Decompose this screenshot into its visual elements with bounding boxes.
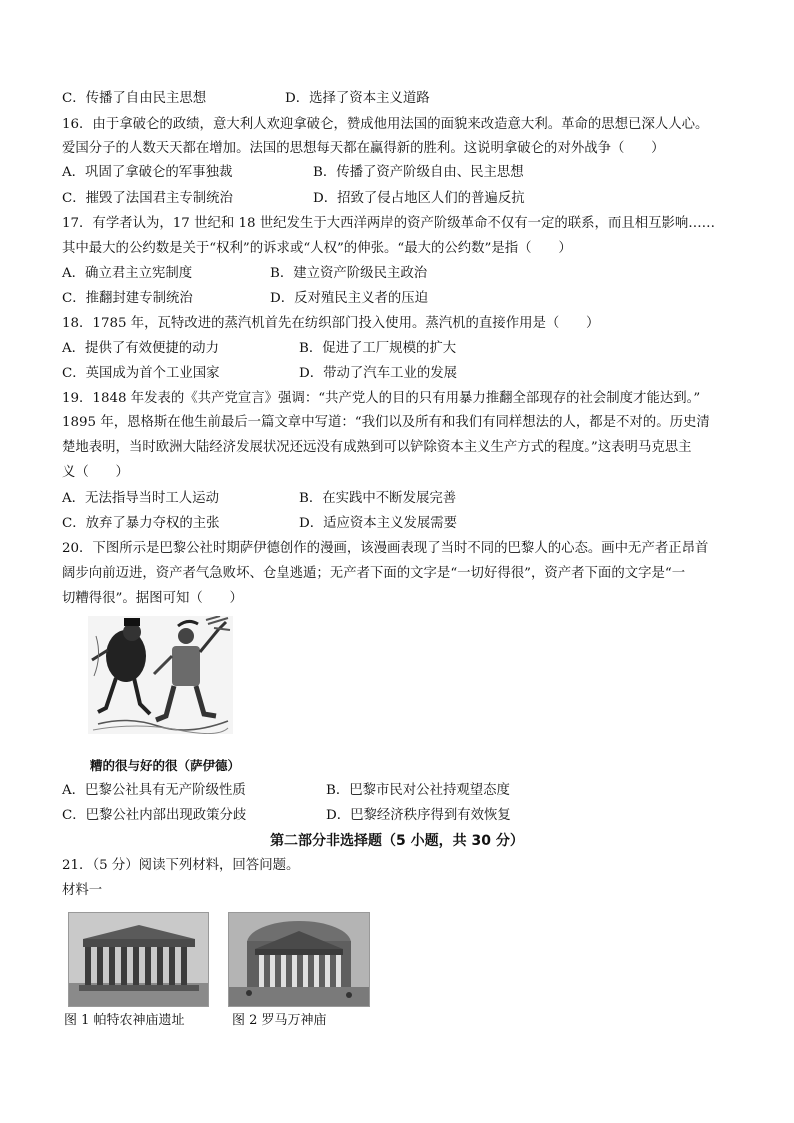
q18-option-d: D．带动了汽车工业的发展 <box>299 366 458 381</box>
q19-option-c: C．放弃了暴力夺权的主张 <box>62 516 220 531</box>
q15-option-c: C．传播了自由民主思想 <box>62 91 207 106</box>
q20-option-c: C．巴黎公社内部出现政策分歧 <box>62 808 247 823</box>
q16-option-a: A．巩固了拿破仑的军事独裁 <box>62 165 233 180</box>
q17-option-a: A．确立君主立宪制度 <box>62 266 193 281</box>
q19-option-a: A．无法指导当时工人运动 <box>62 491 219 506</box>
q16-option-b: B．传播了资产阶级自由、民主思想 <box>313 165 524 180</box>
q16-option-d: D．招致了侵占地区人们的普遍反抗 <box>313 191 525 206</box>
q19-option-b: B．在实践中不断发展完善 <box>299 491 457 506</box>
q20-option-d: D．巴黎经济秩序得到有效恢复 <box>326 808 511 823</box>
commune-cartoon-image <box>88 616 233 734</box>
q19-option-d: D．适应资本主义发展需要 <box>299 516 458 531</box>
q17-option-d: D．反对殖民主义者的压迫 <box>270 291 429 306</box>
q17-stem-line1: 17．有学者认为，17 世纪和 18 世纪发生于大西洋两岸的资产阶级革命不仅有一定的联系，而且相互影响…… <box>62 216 716 231</box>
q17-option-c: C．推翻封建专制统治 <box>62 291 193 306</box>
parthenon-photo <box>68 912 209 1007</box>
q20-stem-line2: 阔步向前迈进，资产者气急败坏、仓皇逃遁；无产者下面的文字是“一切好得很”，资产者下面的文字是“一 <box>62 566 686 581</box>
q19-stem-line1: 19．1848 年发表的《共产党宣言》强调：“共产党人的目的只有用暴力推翻全部现存的社会制度才能达到。” <box>62 391 701 406</box>
q21-material-label: 材料一 <box>62 883 103 898</box>
q20-option-b: B．巴黎市民对公社持观望态度 <box>326 783 510 798</box>
cartoon-caption: 糟的很与好的很（萨伊德） <box>90 758 241 773</box>
q21-stem-line1: 21．（5 分）阅读下列材料，回答问题。 <box>62 858 300 873</box>
q17-option-b: B．建立资产阶级民主政治 <box>270 266 428 281</box>
q18-option-b: B．促进了工厂规模的扩大 <box>299 341 457 356</box>
part2-heading: 第二部分非选择题（5 小题，共 30 分） <box>270 833 524 849</box>
q19-stem-line3: 楚地表明，当时欧洲大陆经济发展状况还远没有成熟到可以铲除资本主义生产方式的程度。”这表明马克思主 <box>62 440 692 455</box>
q18-stem-line1: 18．1785 年，瓦特改进的蒸汽机首先在纺织部门投入使用。蒸汽机的直接作用是（ ） <box>62 316 600 331</box>
q19-stem-line2: 1895 年，恩格斯在他生前最后一篇文章中写道：“我们以及所有和我们有同样想法的人，都是不对的。历史清 <box>62 415 710 430</box>
q18-option-a: A．提供了有效便捷的动力 <box>62 341 219 356</box>
q18-option-c: C．英国成为首个工业国家 <box>62 366 220 381</box>
q15-option-d: D．选择了资本主义道路 <box>285 91 430 106</box>
q16-stem-line2: 爱国分子的人数天天都在增加。法国的思想每天都在赢得新的胜利。这说明拿破仑的对外战争（ ） <box>62 141 665 156</box>
q20-stem-line3: 切糟得很”。据图可知（ ） <box>62 591 243 606</box>
pantheon-photo <box>228 912 370 1007</box>
q16-option-c: C．摧毁了法国君主专制统治 <box>62 191 233 206</box>
q16-stem-line1: 16．由于拿破仑的政绩，意大利人欢迎拿破仑，赞成他用法国的面貌来改造意大利。革命的思想已深人人心。 <box>62 117 709 132</box>
figure1-caption: 图 1 帕特农神庙遗址 <box>64 1013 185 1028</box>
q19-stem-line4: 义（ ） <box>62 465 129 480</box>
q17-stem-line2: 其中最大的公约数是关于“权利”的诉求或“人权”的伸张。“最大的公约数”是指（ ） <box>62 241 572 256</box>
q20-option-a: A．巴黎公社具有无产阶级性质 <box>62 783 246 798</box>
figure2-caption: 图 2 罗马万神庙 <box>232 1013 327 1028</box>
q20-stem-line1: 20．下图所示是巴黎公社时期萨伊德创作的漫画，该漫画表现了当时不同的巴黎人的心态。画中无产者正昂首 <box>62 541 709 556</box>
